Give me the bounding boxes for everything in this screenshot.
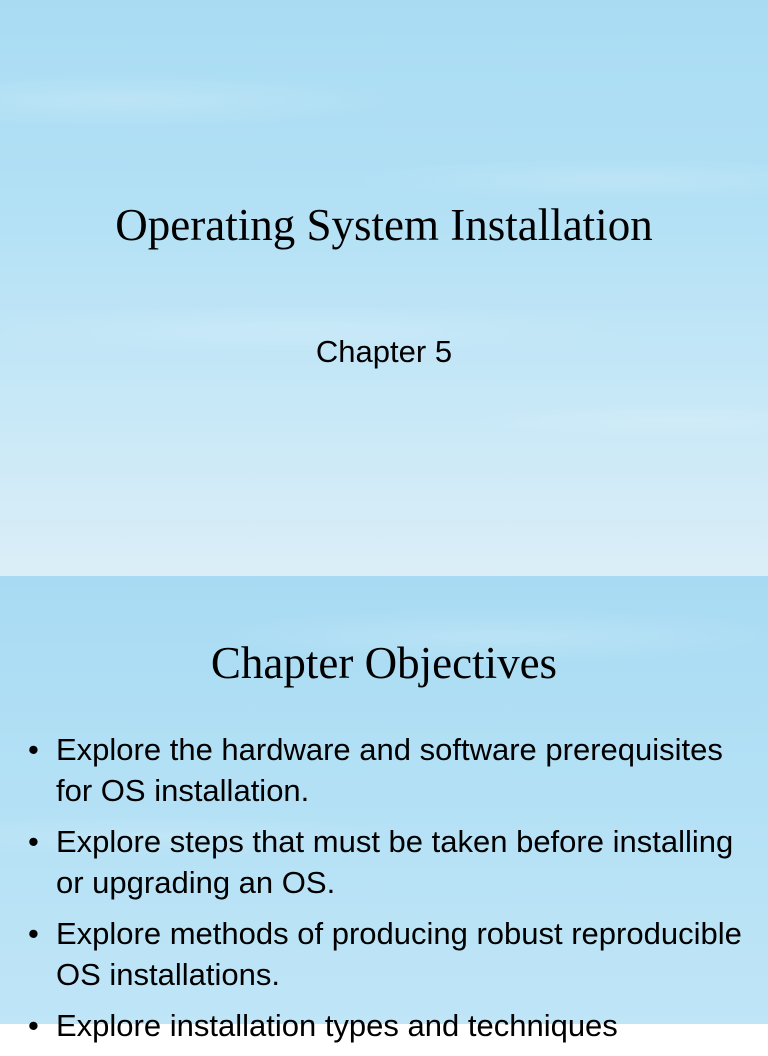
bullet-icon: • bbox=[28, 1008, 39, 1043]
bullet-icon: • bbox=[28, 824, 39, 859]
bullet-icon: • bbox=[28, 916, 39, 951]
slide-title: Operating System Installation bbox=[115, 200, 653, 250]
bullet-item bbox=[28, 729, 758, 811]
bullet-text: Explore installation types and techniques bbox=[56, 1008, 618, 1043]
bullet-text: Explore the hardware and software prerequisites for OS installation. bbox=[56, 732, 723, 808]
bullet-icon: • bbox=[28, 732, 39, 767]
bullet-list bbox=[28, 729, 758, 1056]
objectives-slide bbox=[0, 576, 768, 1043]
bullet-item bbox=[28, 821, 758, 903]
slide-title: Chapter Objectives bbox=[210, 638, 558, 688]
bullet-item bbox=[28, 1005, 758, 1046]
bullet-text: Explore methods of producing robust reproducible OS installations. bbox=[56, 916, 742, 992]
bullet-item bbox=[28, 913, 758, 995]
slide-subtitle: Chapter 5 bbox=[315, 334, 453, 369]
bullet-text: Explore steps that must be taken before installing or upgrading an OS. bbox=[56, 824, 734, 900]
